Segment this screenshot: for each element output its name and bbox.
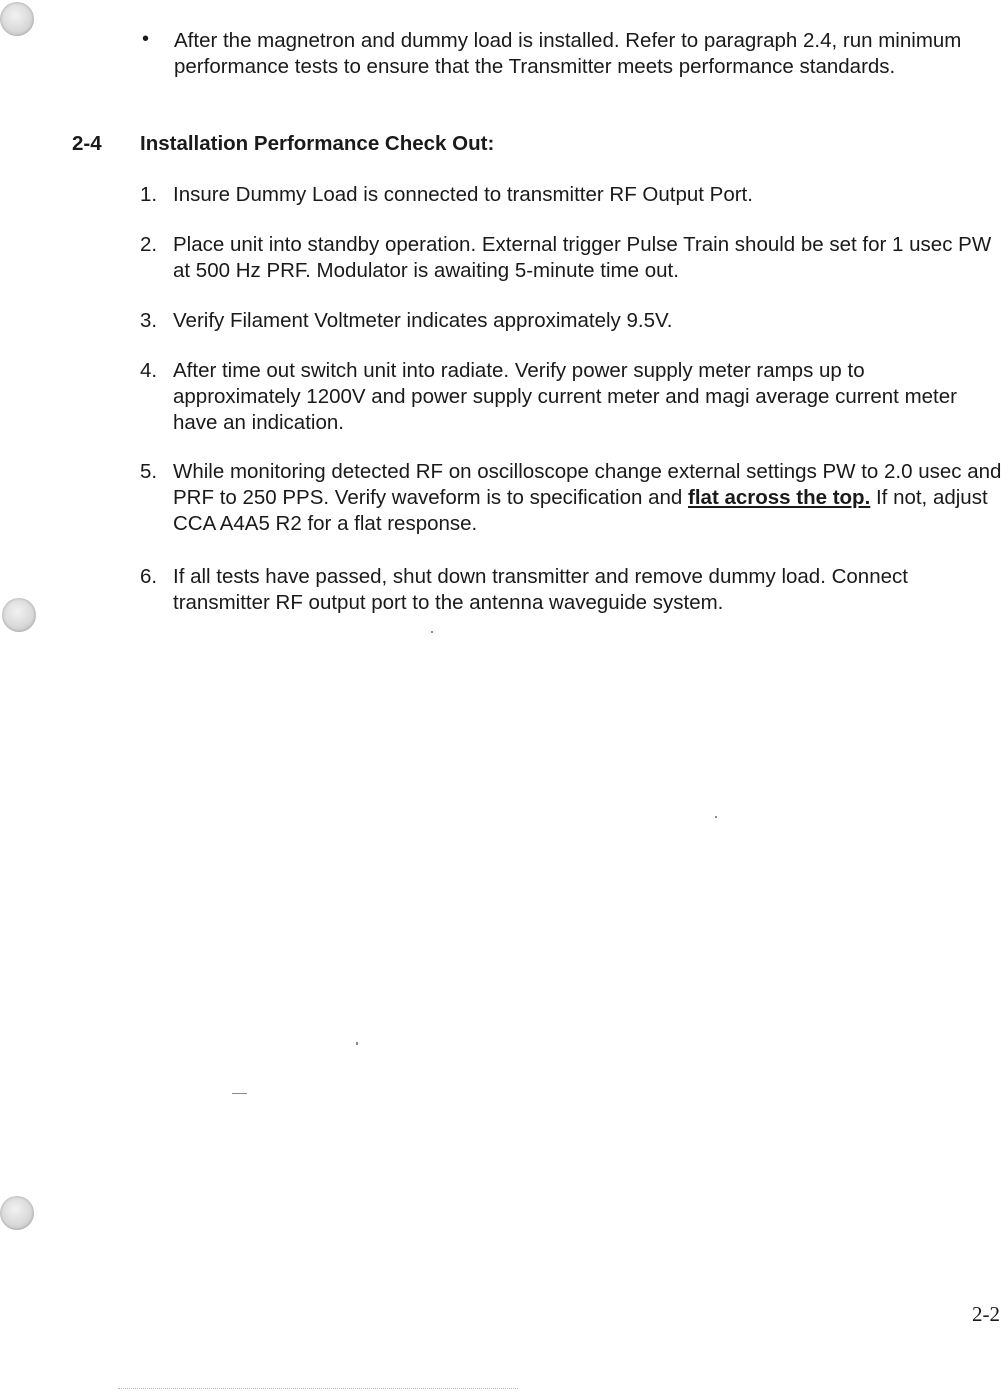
step-text: Insure Dummy Load is connected to transmitter RF Output Port.: [173, 183, 753, 206]
step-text: Verify Filament Voltmeter indicates approximately 9.5V.: [173, 309, 673, 332]
step-text: If all tests have passed, shut down transmitter and remove dummy load. Connect transmitter RF output port to the antenna waveguide system.: [173, 565, 908, 614]
punch-hole-top: [0, 2, 34, 36]
page-number: 2-2: [972, 1302, 1000, 1326]
step-text-after: If not, adjust CCA A4A5 R2 for a flat response.: [173, 486, 988, 535]
step-number: 6.: [140, 565, 158, 588]
section-number: 2-4: [72, 132, 102, 155]
section-title: Installation Performance Check Out:: [140, 132, 495, 155]
step-number: 1.: [140, 183, 158, 206]
bottom-edge-line: [118, 1388, 518, 1389]
punch-hole-bottom: [0, 1196, 34, 1230]
step-number: 3.: [140, 309, 158, 332]
bullet-text: After the magnetron and dummy load is installed. Refer to paragraph 2.4, run minimum performance tests to ensure that the Transmitter meets performance standards.: [174, 29, 962, 78]
step-number: 4.: [140, 359, 158, 382]
step-text: [173, 459, 1003, 537]
step-number: 5.: [140, 460, 158, 483]
step-text: Place unit into standby operation. External trigger Pulse Train should be set for 1 usec PW at 500 Hz PRF. Modulator is awaiting 5-minute time out.: [173, 233, 992, 282]
scan-speck: [232, 1093, 247, 1094]
scan-speck: [715, 816, 717, 818]
step-text-before: While monitoring detected RF on oscilloscope change external settings PW to 2.0 usec and PRF to 250 PPS. Verify waveform is to specification and: [173, 460, 1002, 509]
scan-speck: [356, 1042, 358, 1045]
scan-speck: [431, 631, 433, 633]
bullet-marker: •: [142, 28, 150, 50]
punch-hole-middle: [2, 598, 36, 632]
step-emphasis: flat across the top.: [688, 486, 871, 509]
step-number: 2.: [140, 233, 158, 256]
step-text: After time out switch unit into radiate. Verify power supply meter ramps up to approximately 1200V and power supply current meter and magi average current meter have an indication.: [173, 359, 957, 434]
